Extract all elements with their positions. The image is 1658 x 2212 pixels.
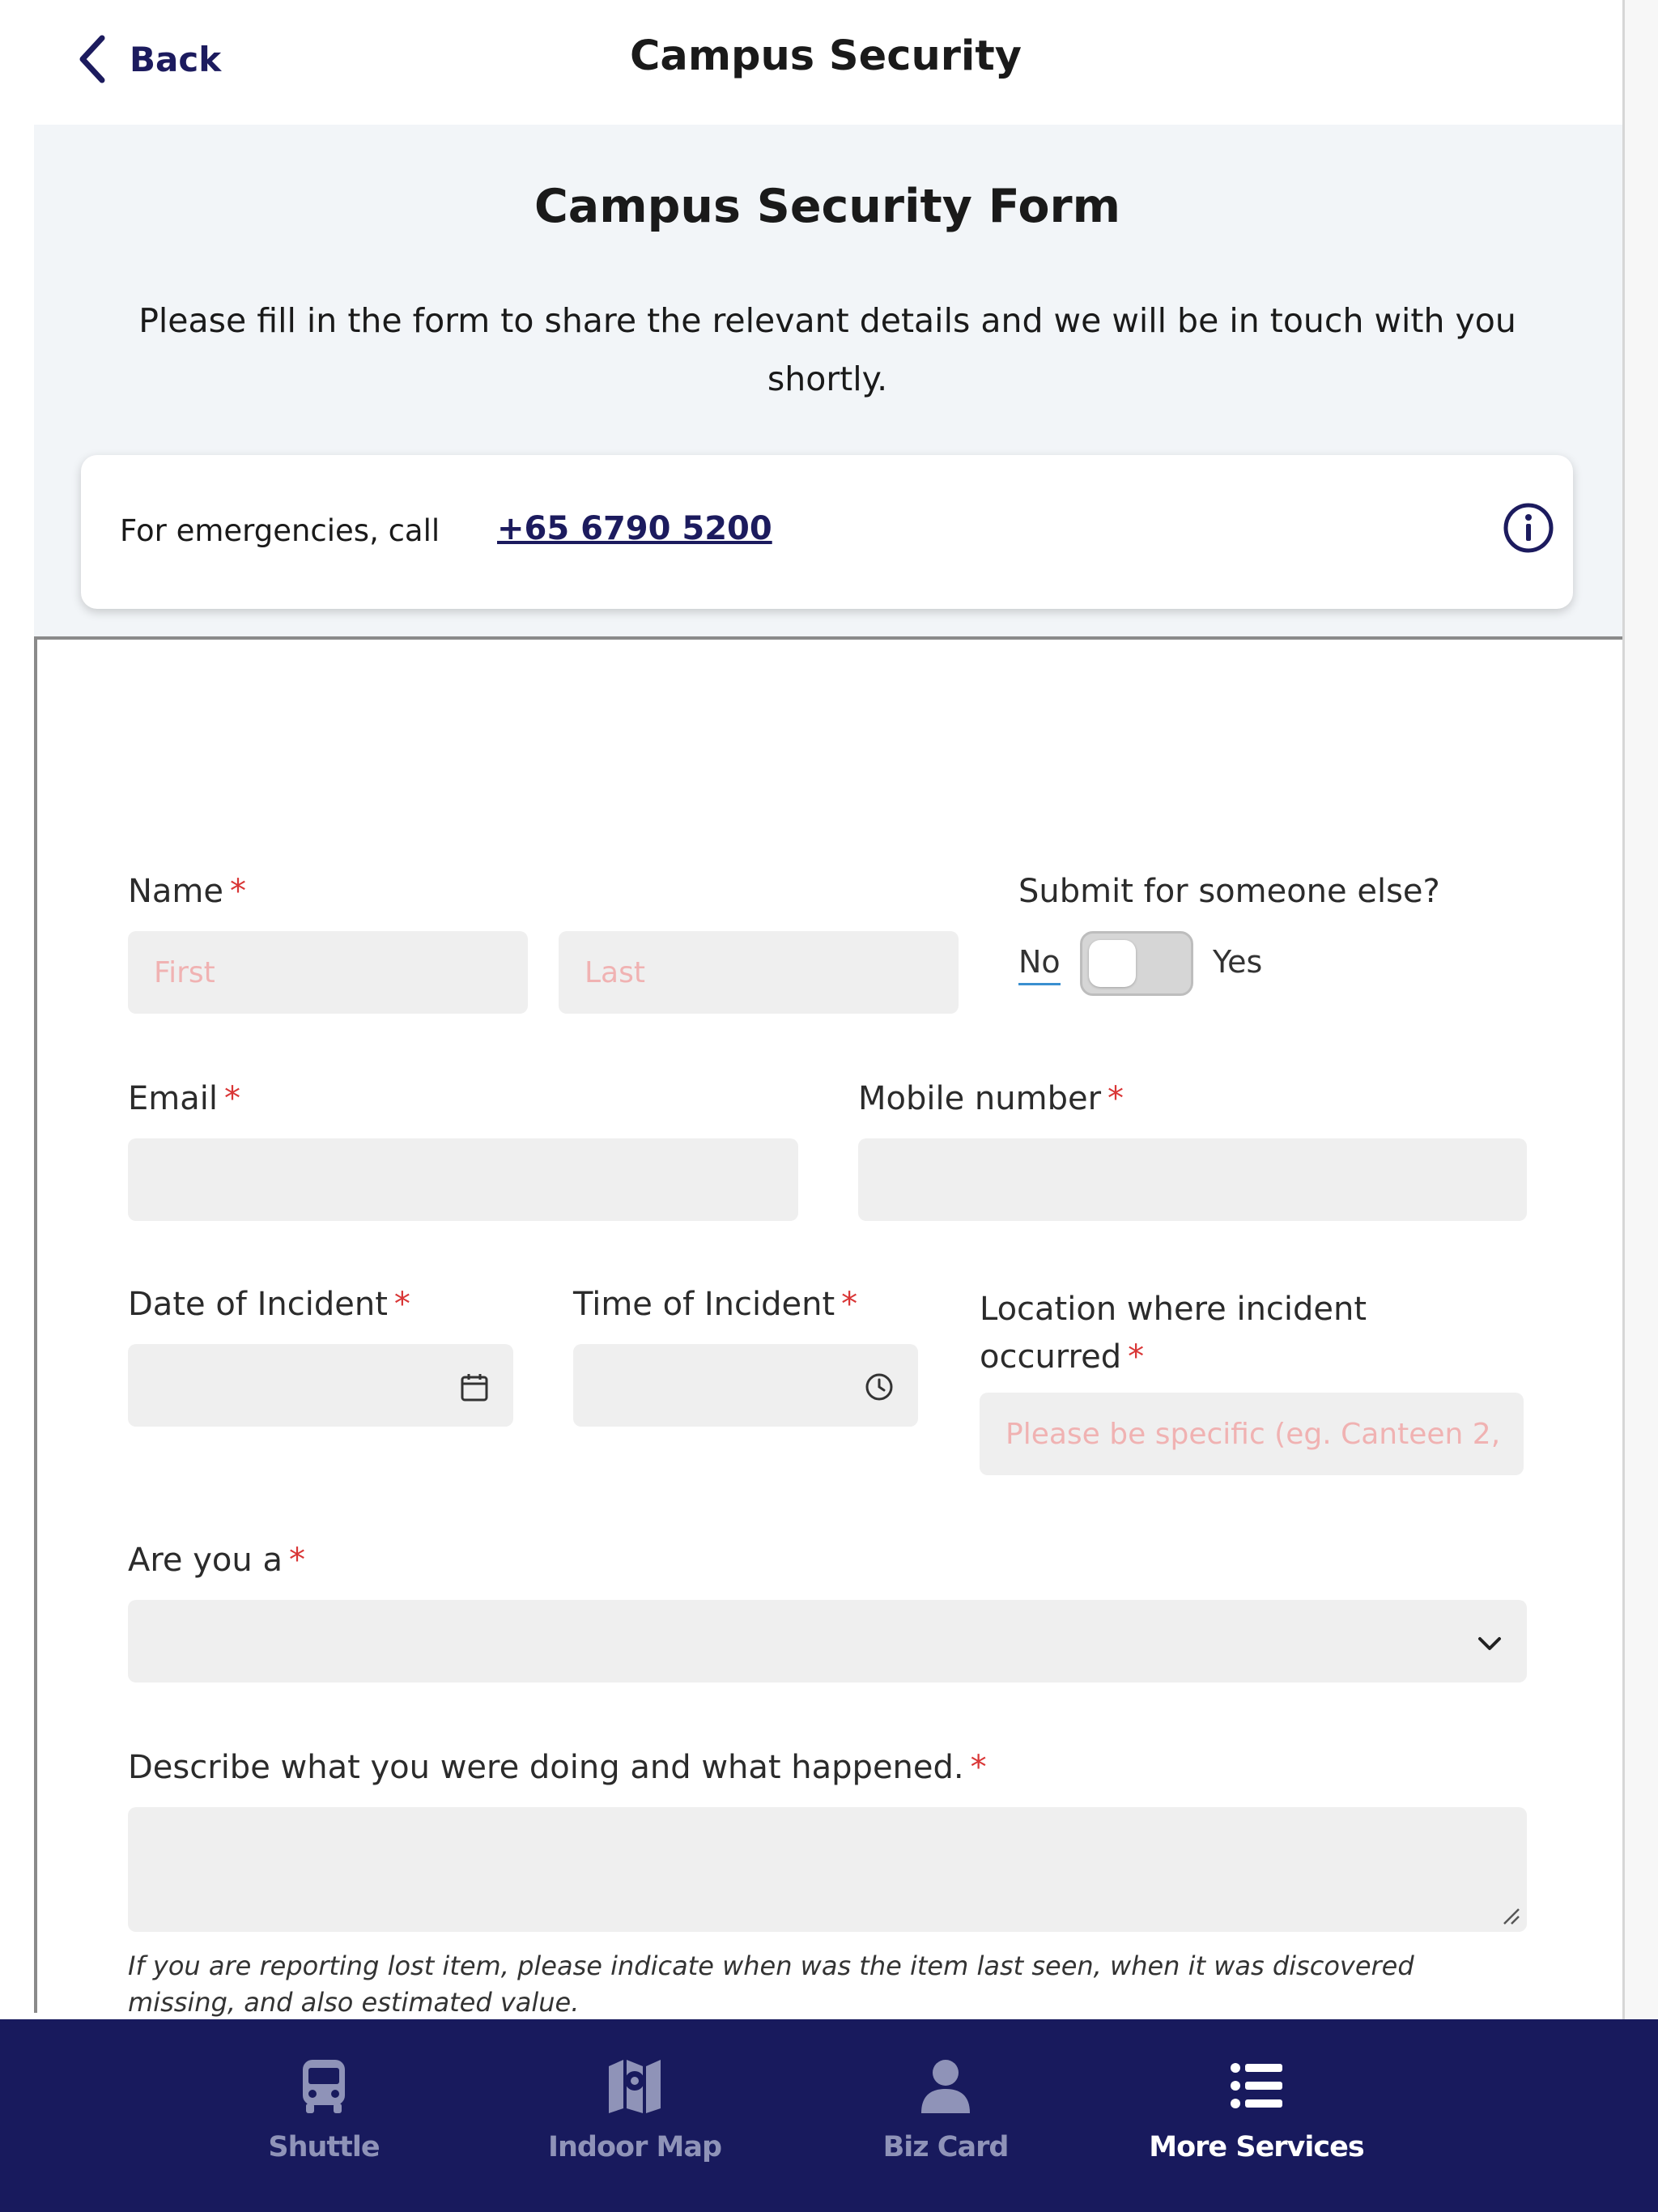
back-label: Back <box>130 39 222 79</box>
email-field[interactable] <box>128 1138 798 1221</box>
mobile-label: Mobile number * <box>858 1080 1124 1117</box>
date-label: Date of Incident * <box>128 1286 410 1323</box>
form-title: Campus Security Form <box>534 180 1121 233</box>
toggle-no-option[interactable]: No <box>1018 944 1061 985</box>
nav-item-shuttle[interactable] <box>168 2019 479 2212</box>
location-field[interactable] <box>980 1393 1524 1475</box>
time-field[interactable] <box>573 1344 918 1427</box>
describe-field[interactable] <box>128 1807 1527 1932</box>
toggle-knob <box>1089 940 1136 987</box>
emergency-text: For emergencies, call <box>120 513 440 548</box>
location-label: Location where incident occurred * <box>980 1291 1367 1376</box>
last-name-input[interactable] <box>559 931 959 1014</box>
chevron-down-icon <box>1473 1627 1506 1660</box>
scrollbar-track[interactable] <box>1622 0 1658 2024</box>
bus-icon <box>293 2055 355 2116</box>
location-input[interactable] <box>980 1393 1524 1475</box>
resize-handle-icon[interactable] <box>1499 1904 1520 1925</box>
someone-else-label: Submit for someone else? <box>1018 873 1440 910</box>
lost-item-hint: If you are reporting lost item, please indicate when was the item last seen, when it was discovered missing, and also estimated value. <box>128 1950 1414 2018</box>
date-input[interactable] <box>128 1344 513 1427</box>
emergency-card <box>81 455 1573 609</box>
name-label: Name * <box>128 873 247 910</box>
nav-label-indoor-map: Indoor Map <box>547 2131 722 2163</box>
first-name-input[interactable] <box>128 931 528 1014</box>
clock-icon[interactable] <box>863 1371 895 1403</box>
page-title: Campus Security <box>629 32 1022 80</box>
toggle-yes-option[interactable]: Yes <box>1213 944 1263 980</box>
email-label: Email * <box>128 1080 240 1117</box>
mobile-input[interactable] <box>858 1138 1527 1221</box>
nav-item-more-services[interactable] <box>1101 2019 1412 2212</box>
map-icon <box>604 2055 665 2116</box>
role-label: Are you a * <box>128 1542 305 1579</box>
role-select[interactable] <box>128 1600 1527 1682</box>
emergency-phone-link[interactable]: +65 6790 5200 <box>497 510 772 547</box>
form-description: Please fill in the form to share the relevant details and we will be in touch with you shortly. <box>138 301 1516 398</box>
last-name-field[interactable] <box>559 931 959 1014</box>
app-header <box>0 0 1622 125</box>
nav-label-more-services: More Services <box>1149 2131 1364 2163</box>
intro-section <box>34 125 1622 636</box>
time-label: Time of Incident * <box>573 1286 858 1323</box>
nav-item-biz-card[interactable] <box>790 2019 1101 2212</box>
describe-textarea[interactable] <box>128 1807 1527 1932</box>
first-name-field[interactable] <box>128 931 528 1014</box>
info-icon[interactable] <box>1501 500 1556 555</box>
email-input[interactable] <box>128 1138 798 1221</box>
someone-else-toggle[interactable] <box>1080 931 1193 996</box>
person-icon <box>915 2055 976 2116</box>
nav-label-shuttle: Shuttle <box>268 2131 380 2163</box>
mobile-field[interactable] <box>858 1138 1527 1221</box>
list-icon <box>1226 2055 1287 2116</box>
bottom-nav <box>0 2019 1658 2212</box>
calendar-icon[interactable] <box>458 1371 491 1403</box>
nav-item-indoor-map[interactable] <box>479 2019 790 2212</box>
nav-label-biz-card: Biz Card <box>882 2131 1009 2163</box>
describe-label: Describe what you were doing and what happened. * <box>128 1749 987 1786</box>
date-field[interactable] <box>128 1344 513 1427</box>
